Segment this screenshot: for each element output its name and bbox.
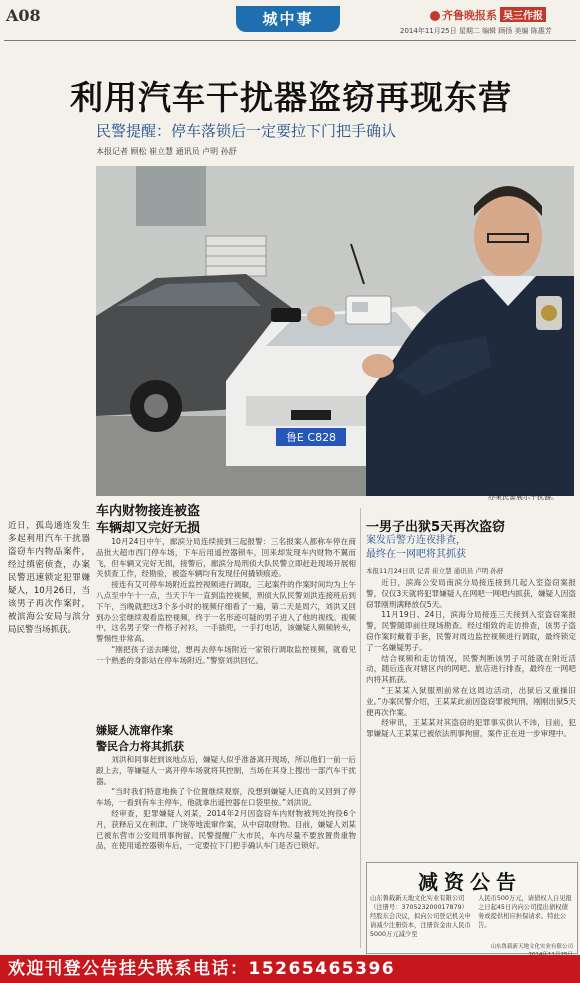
- column-divider: [360, 508, 361, 948]
- article2-body: [366, 578, 576, 858]
- section1-heading-line2: 车辆却又完好无损: [96, 521, 201, 536]
- notice-body-left: 山东鲁载新天地文化实业有限公司（注册号：370523200017879）经股东会决议，拟向公司登记机关申请减少注册资本，注册资金由人民币5000万元减少至: [370, 895, 471, 938]
- notice-title: 减资公告: [418, 870, 522, 894]
- paragraph: 10月24日中午，廊滨分局连续接到三起报警：三名报案人都称车停在商品批大超市西门停车场，下车后用遥控器锁车，回来却发现车内财物不翼而飞，但车辆又完好无损，接警后，廊滨分局刑侦大队民警立即赶赴现场开展相关侦查工作，经勘验，被盗车辆均有发现任何撬锁痕迹。: [96, 537, 356, 579]
- section1-body: [96, 537, 356, 717]
- article2-subhead-line2: 最终在一网吧将其抓获: [366, 549, 466, 560]
- photo-illustration: [96, 166, 574, 496]
- section2-heading-line1: 嫌疑人流窜作案: [96, 724, 173, 737]
- subhead: 民警提醒：停车落锁后一定要拉下门把手确认: [96, 122, 397, 140]
- paragraph: “王某某入狱服刑前常在这周边活动，出狱后又重操旧业。”办案民警介绍，王某某此前因盗窃罪被判刑，刚刚出狱5天便再次作案。: [366, 685, 576, 717]
- paragraph: 结合视频和走访情况，民警判断该男子可能就在附近活动，随后连夜对辖区内的网吧、旅店进行排查，最终在一网吧内将其抓获。: [366, 653, 576, 685]
- section2-heading-line2: 警民合力将其抓获: [96, 740, 184, 753]
- issue-line: 2014年11月25日 星期二 编辑 顾扬 美编 陈惠芳: [400, 27, 552, 35]
- paragraph: “当时我们特意地换了个位置继续观察，没想到嫌疑人还真的又回到了停车场，一看到有车主停车，他就拿出遥控器在口袋里按。”刘洪说。: [96, 787, 356, 808]
- news-photo: [96, 166, 574, 496]
- header-divider: [4, 40, 576, 41]
- notice-footer: 山东鲁载新天地文化实业有限公司: [490, 944, 573, 950]
- section2-body: [96, 755, 356, 951]
- paragraph: 刘洪和同事赶到该地点后，嫌疑人似乎准备离开现场，所以他们一前一后跟上去，等嫌疑人一离开停车场就将其控制，当场在其身上搜出一部汽车干扰器。: [96, 755, 356, 786]
- paragraph: “刚把孩子送去睡觉，想再去停车场附近一家银行调取监控视频，就看见一个熟悉的身影站在停车场附近。”警察刘洪回忆。: [96, 644, 356, 665]
- section-tag: 城中事: [236, 6, 340, 32]
- license-plate-text: 鲁E C828: [285, 431, 337, 444]
- brand-name: 齐鲁晚报系: [442, 9, 497, 22]
- article2-headline: 一男子出狱5天再次盗窃: [366, 520, 506, 535]
- paragraph: 接连有艾可停车场附近监控视频进行调取，三起案件的作案时间均为上午八点至中午十一点，当天下午一直到监控视频，刑侦大队民警刘洪连接班后到下午，当晚就把这3个多小时的视频仔细看了一遍，第二天是周六，刘洪又回到办公室继续观看监控视频，终于一名形迹可疑的男子进入了他的视线。视频中，这名男子穿一件格子衬衫，一手插兜，一手打电话，该嫌疑人频频转头，警惕性非常高。: [96, 580, 356, 644]
- brand-logo-icon: [430, 11, 440, 21]
- notice-body-right: 人民币500万元，请债权人自见报之日起45日内向公司提出债权债务或提供相应担保请求。特此公告。: [478, 895, 572, 929]
- car-key-icon: [271, 308, 301, 322]
- byline: 本报记者 顾松 崔立慧 通讯员 卢明 孙舒: [96, 147, 237, 156]
- headline: 利用汽车干扰器盗窃再现东营: [70, 78, 512, 117]
- photo-caption: 办案民警展示干扰器。: [488, 493, 558, 501]
- paragraph: 经审讯，王某某对其盗窃的犯罪事实供认不讳，目前，犯罪嫌疑人王某某已被依法刑事拘留，案件正在进一步审理中。: [366, 718, 576, 739]
- article2-subhead-line1: 案发后警方连夜排查，: [366, 535, 466, 546]
- page-number: A08: [6, 6, 41, 25]
- lead-sidebar: 近日，孤岛通连发生多起利用汽车干扰器盗窃车内物品案件，经过缜密侦查，办案民警迅速锁定犯罪嫌疑人，10月26日，当该男子再次作案时，被滨海公安局与滨分局民警当场抓获。: [8, 521, 90, 635]
- article2-byline: 本报11月24日讯 记者 崔立慧 通讯员 卢明 孙舒: [366, 567, 504, 575]
- paragraph: 11月19日、24日，滨海分局接连三天接到入室盗窃案报警，民警随即前往现场勘查。经过细致的走访排查，该男子盗窃作案时戴着手套，民警对周边监控视频进行调取，最终锁定了一名嫌疑男子。: [366, 610, 576, 652]
- section1-heading-line1: 车内财物接连被盗: [96, 504, 201, 519]
- brand-sub: 吴三作报: [500, 7, 546, 22]
- paragraph: 近日，滨海公安局南滨分局接连接到几起入室盗窃案报警，仅仅3天就将犯罪嫌疑人在网吧一网吧内抓获，嫌疑人因盗窃罪刚刑满释放仅5天。: [366, 578, 576, 609]
- article2-subhead: [366, 534, 466, 562]
- paragraph: 经审查，犯罪嫌疑人刘某，2014年2月因盗窃车内财物被判处拘役6个月，获释后又在利津、广饶等地流窜作案，从中窃取财物。目前，嫌疑人刘某已被东营市公安局刑事拘留。民警提醒广大市民，车内尽量不要放置贵重物品，在使用遥控器锁车后，一定要拉下门把手确认车门是否已锁好。: [96, 808, 356, 851]
- newspaper-brand: [430, 7, 546, 23]
- ad-banner: 欢迎刊登公告挂失联系电话：15265465396: [0, 955, 580, 983]
